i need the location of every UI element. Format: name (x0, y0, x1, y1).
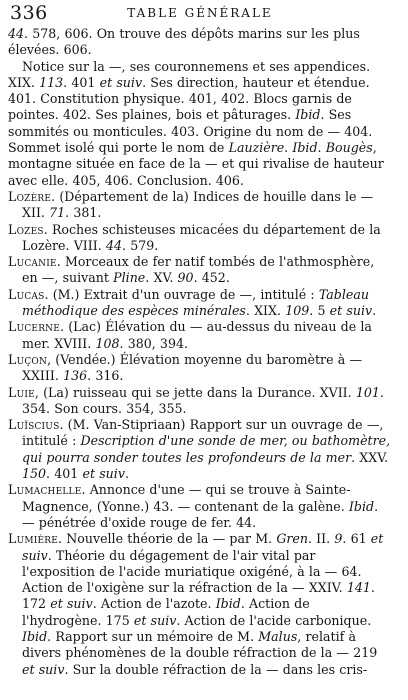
entry-italic-text: 150 (22, 466, 47, 482)
entry-term: Luïscius (8, 417, 60, 433)
entry-text: . (124, 466, 129, 482)
entry-text: , relatif à divers phénomènes de la double réfraction de la — 219 (22, 628, 378, 661)
index-entry-lozere (8, 189, 392, 222)
entry-italic-text: Gren (276, 531, 308, 547)
index-entry-lucon (8, 352, 392, 385)
entry-text: . Théorie du dégagement de l'air vital par l'exposition de l'acide muriatique oxigéné, à la — 64. Action de l'oxigène sur la réfraction de la — XXIV. (22, 547, 362, 596)
entry-term: Lozes (8, 221, 44, 237)
entry-text: . Action de l'hydrogène. 175 (22, 596, 310, 628)
entry-italic-text: Tableau méthodique des espèces minérales (22, 286, 369, 319)
entry-text: . (Département de la) Indices de houille dans le — XII. (22, 188, 374, 221)
entry-italic-text: et suiv (99, 74, 143, 90)
entry-italic-text: et suiv (22, 531, 384, 563)
entry-italic-text: et suiv (50, 596, 93, 612)
entry-text: . 579. (121, 237, 159, 253)
entry-text: . 5 (309, 303, 330, 319)
entry-italic-text: Pline (113, 270, 146, 286)
entry-text: . 172 (22, 580, 375, 612)
entry-text: . 401 (63, 74, 100, 90)
entry-italic-text: 136 (63, 368, 88, 384)
entry-text: . Morceaux de fer natif tombés de l'athmosphère, en —, suivant (22, 254, 375, 286)
entry-text: . 578, 606. On trouve des dépôts marins sur les plus élevées. 606. (8, 26, 360, 58)
entry-italic-text: 101 (355, 384, 380, 400)
index-entry-lucerne (8, 319, 392, 352)
index-entry-luiscius (8, 417, 392, 482)
index-entry-lumachelle (8, 482, 392, 531)
entry-italic-text: Bougès (325, 140, 373, 156)
entry-italic-text: 113 (39, 74, 64, 90)
entry-italic-text: Ibid (215, 596, 241, 612)
running-title: TABLE GÉNÉRALE (127, 6, 273, 20)
entry-text: . Ses direction, hauteur et étendue. 401. Constitution physique. 401, 402. Blocs garnis de pointes. 402. Ses plaines, bois et pâturages. (8, 74, 370, 123)
entry-italic-text: 9 (334, 531, 343, 547)
entry-text: . Ses sommités ou monticules. 403. Origine du nom de — 404. Sommet isolé qui porte le nom de (8, 107, 373, 156)
index-entry-lucanie (8, 254, 392, 287)
entry-italic-text: 71 (49, 205, 66, 221)
index-entry-luie (8, 385, 392, 418)
entry-italic-text: Ibid (348, 498, 375, 514)
index-entries (8, 26, 392, 678)
entry-text: . XIX. (245, 303, 286, 319)
entry-text: . 316. (87, 368, 124, 384)
page-number: 336 (10, 2, 48, 24)
entry-text: , (Vendée.) Élévation moyenne du baromètre à — XXIII. (22, 351, 363, 384)
entry-italic-text: 109 (285, 303, 310, 319)
index-entry-lozes (8, 222, 392, 255)
entry-text: . 381. (65, 205, 102, 221)
entry-text: , montagne située en face de la — et qui rivalise de hauteur avec elle. 405, 406. Conclusion. 406. (8, 140, 384, 188)
entry-text: . II. (307, 531, 335, 547)
entry-text: . Sur la double réfraction de la — dans les cris- (64, 661, 368, 677)
entry-text: . (372, 303, 377, 319)
entry-term: Lucanie (8, 254, 57, 270)
entry-italic-text: Lauzière (228, 140, 285, 156)
entry-text: . 354. Son cours. 354, 355. (22, 384, 384, 416)
entry-italic-text: Malus (258, 628, 298, 644)
entry-text: . (Lac) Élévation du — au-dessus du niveau de la mer. XVIII. (22, 319, 372, 351)
page-header (8, 0, 392, 26)
entry-italic-text: 108 (95, 335, 120, 351)
entry-text: . XXV. (351, 449, 389, 465)
entry-text: . 401 (46, 466, 83, 482)
entry-italic-text: Description d'une sonde de mer, ou bathomètre, qui pourra sonder toutes les profondeurs de la mer (22, 433, 391, 465)
entry-term: Lucerne (8, 319, 61, 335)
entry-italic-text: 44 (105, 237, 122, 253)
entry-text: , (La) ruisseau qui se jette dans la Durance. XVII. (34, 384, 356, 400)
entry-italic-text: Ibid (22, 628, 48, 644)
entry-italic-text: 44 (8, 26, 25, 41)
entry-italic-text: Ibid (295, 107, 321, 123)
entry-text: . (284, 140, 293, 156)
index-entry-lucas (8, 287, 392, 320)
entry-text: . XV. (145, 270, 178, 286)
entry-text: . — pénétrée d'oxide rouge de fer. 44. (22, 498, 379, 530)
entry-term: Lumière (8, 531, 59, 547)
entry-italic-text: 90 (177, 270, 194, 286)
entry-text: . 452. (193, 270, 230, 286)
entry-text: . (317, 140, 326, 156)
entry-italic-text: et suiv (22, 661, 65, 677)
entry-italic-text: Ibid (292, 140, 318, 156)
entry-term: Lozère (8, 188, 52, 204)
entry-term: Luie (8, 384, 35, 400)
entry-italic-text: et suiv (82, 466, 125, 482)
index-entry-lumiere (8, 531, 392, 678)
entry-text: . Action de l'azote. (92, 596, 216, 612)
entry-term: Lumachelle (8, 482, 82, 498)
entry-italic-text: et suiv (329, 303, 373, 319)
entry-term: Luçon (8, 351, 48, 367)
entry-text: . Action de l'acide carbonique. (176, 612, 372, 628)
entry-text: . (M.) Extrait d'un ouvrage de —, intitulé : (44, 286, 319, 302)
entry-text: Notice sur la —, ses couronnemens et ses appendices. XIX. (8, 58, 371, 90)
index-entry-continuation (8, 26, 392, 59)
entry-text: . Nouvelle théorie de la — par M. (58, 531, 277, 547)
entry-italic-text: et suiv (133, 612, 177, 628)
entry-italic-text: 141 (346, 580, 371, 596)
entry-text: . Rapport sur un mémoire de M. (47, 628, 259, 644)
entry-text: . 61 (342, 531, 371, 547)
index-entry-continuation (8, 59, 392, 189)
entry-term: Lucas (8, 286, 45, 302)
entry-text: . (M. Van-Stipriaan) Rapport sur un ouvrage de —, intitulé : (22, 417, 384, 449)
entry-text: . Annonce d'une — qui se trouve à Sainte-Magnence, (Yonne.) 43. — contenant de la galène. (22, 482, 351, 514)
entry-text: . 380, 394. (119, 335, 188, 351)
entry-text: . Roches schisteuses micacées du département de la Lozère. VIII. (22, 221, 381, 253)
